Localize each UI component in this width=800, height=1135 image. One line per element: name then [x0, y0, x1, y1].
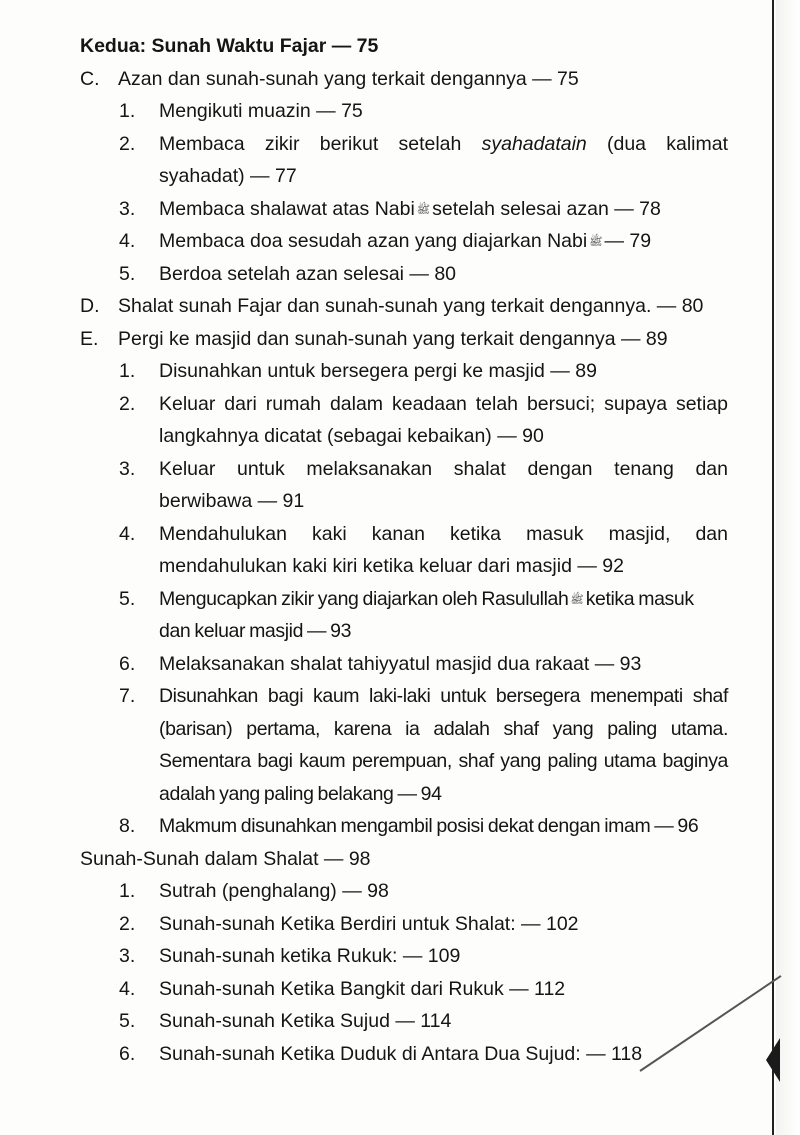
salawat-glyph-icon: ﷺ [589, 236, 603, 248]
toc-item-text: Sunah-sunah Ketika Sujud — 114 [159, 1010, 452, 1032]
toc-section-d [78, 290, 728, 323]
toc-item-text: Sutrah (penghalang) — 98 [159, 880, 389, 902]
toc-item-text: Sunah-sunah Ketika Berdiri untuk Shalat: — 102 [159, 912, 579, 935]
toc-item-number: 5. [119, 1010, 136, 1032]
toc-item-text: Sunah-sunah Ketika Duduk di Antara Dua Sujud: — 118 [159, 1042, 643, 1065]
toc-item-text-part: ketika masuk dan keluar masjid — 93 [159, 587, 694, 642]
toc-item [78, 973, 728, 1006]
toc-item-number: 6. [119, 1042, 136, 1065]
page-edge-shadow [776, 0, 800, 1135]
toc-item [78, 258, 728, 291]
toc-item [78, 1038, 728, 1071]
toc-item [78, 810, 728, 843]
toc-item-number: 8. [119, 815, 136, 837]
toc-item-text-part: Mengucapkan zikir yang diajarkan oleh Rasulullah [159, 587, 569, 610]
salawat-glyph-icon: ﷺ [416, 203, 431, 216]
toc-item-text: Sunah-sunah Ketika Bangkit dari Rukuk — 112 [159, 977, 566, 1000]
toc-item-text [159, 193, 728, 226]
toc-heading-sunah-waktu-fajar: Kedua: Sunah Waktu Fajar — 75 [80, 35, 379, 57]
page-corner-tab [766, 1038, 780, 1082]
toc-item-text-italic: syahadatain [481, 132, 587, 155]
toc-item-number: 3. [119, 457, 136, 480]
toc-item-number: 4. [119, 522, 136, 545]
toc-item [78, 128, 728, 193]
toc-item-text-part: — 79 [604, 230, 652, 252]
toc-item-text: Keluar untuk melaksanakan shalat dengan tenang dan berwibawa — 91 [159, 457, 728, 512]
toc-item-text-part: Membaca shalawat atas Nabi [159, 197, 415, 220]
toc-item [78, 583, 728, 648]
toc-item-text [159, 128, 728, 193]
toc-item-text: Disunahkan untuk bersegera pergi ke masjid — 89 [159, 360, 597, 382]
toc-section-text: Shalat sunah Fajar dan sunah-sunah yang terkait dengannya. — 80 [118, 295, 704, 317]
toc-item [78, 648, 728, 681]
toc-item-number: 2. [119, 392, 136, 415]
toc-item [78, 680, 728, 810]
toc-section-label: C. [80, 67, 100, 90]
toc-section-c [78, 63, 728, 96]
toc-item-text: Melaksanakan shalat tahiyyatul masjid dua rakaat — 93 [159, 652, 642, 675]
toc-section-label: D. [80, 295, 100, 317]
toc-item-number: 3. [119, 945, 136, 967]
page-edge-line [772, 0, 774, 1135]
toc-item-text: Mengikuti muazin — 75 [159, 100, 363, 122]
toc-item [78, 193, 728, 226]
toc-item [78, 388, 728, 453]
toc-section-text: Pergi ke masjid dan sunah-sunah yang terkait dengannya — 89 [118, 327, 668, 350]
toc-item-text-part: setelah selesai azan — 78 [432, 197, 661, 220]
toc-item-text: Mendahulukan kaki kanan ketika masuk masjid, dan mendahulukan kaki kiri ketika keluar dari masjid — 92 [159, 522, 728, 577]
toc-item [78, 875, 728, 908]
toc-item [78, 940, 728, 973]
toc-section-label: E. [80, 327, 99, 350]
toc-item-number: 5. [119, 587, 136, 610]
toc-item-text: Sunah-sunah ketika Rukuk: — 109 [159, 945, 461, 967]
toc-item-text-part: (dua kalimat syahadat) — 77 [159, 132, 729, 187]
toc-item-text: Disunahkan bagi kaum laki-laki untuk bersegera menempati shaf (barisan) pertama, karena ia adalah shaf yang paling utama. Sementara bagi kaum perempuan, shaf yang paling utama baginya adalah yang paling belakang — 94 [159, 685, 728, 805]
toc-item-text-part: Membaca zikir berikut setelah [159, 132, 462, 155]
salawat-glyph-icon: ﷺ [570, 593, 584, 606]
toc-item-number: 4. [119, 230, 136, 252]
toc-item-number: 4. [119, 977, 136, 1000]
toc-item-number: 2. [119, 132, 136, 155]
toc-item-number: 2. [119, 912, 136, 935]
toc-item [78, 453, 728, 518]
toc-item-number: 7. [119, 685, 136, 707]
toc-item-text: Keluar dari rumah dalam keadaan telah bersuci; supaya setiap langkahnya dicatat (sebagai kebaikan) — 90 [159, 392, 728, 447]
toc-item [78, 908, 728, 941]
toc-item-text: Berdoa setelah azan selesai — 80 [159, 262, 457, 285]
toc-item-number: 1. [119, 360, 136, 382]
toc-heading-sunah-dalam-shalat: Sunah-Sunah dalam Shalat — 98 [80, 847, 371, 870]
toc-item-number: 1. [119, 100, 136, 122]
table-of-contents [78, 30, 728, 1070]
toc-item [78, 225, 728, 258]
toc-item-text [159, 583, 728, 648]
toc-item-number: 3. [119, 197, 136, 220]
toc-item-text [159, 225, 728, 258]
toc-item [78, 518, 728, 583]
toc-item [78, 1005, 728, 1038]
toc-item-text-part: Membaca doa sesudah azan yang diajarkan Nabi [159, 230, 588, 252]
toc-section-text: Azan dan sunah-sunah yang terkait dengannya — 75 [118, 67, 579, 90]
toc-item-number: 6. [119, 652, 136, 675]
toc-item-number: 5. [119, 262, 136, 285]
toc-item-text: Makmum disunahkan mengambil posisi dekat dengan imam — 96 [159, 815, 699, 837]
toc-item-number: 1. [119, 880, 136, 902]
toc-item [78, 355, 728, 388]
toc-section-e [78, 323, 728, 356]
toc-item [78, 95, 728, 128]
